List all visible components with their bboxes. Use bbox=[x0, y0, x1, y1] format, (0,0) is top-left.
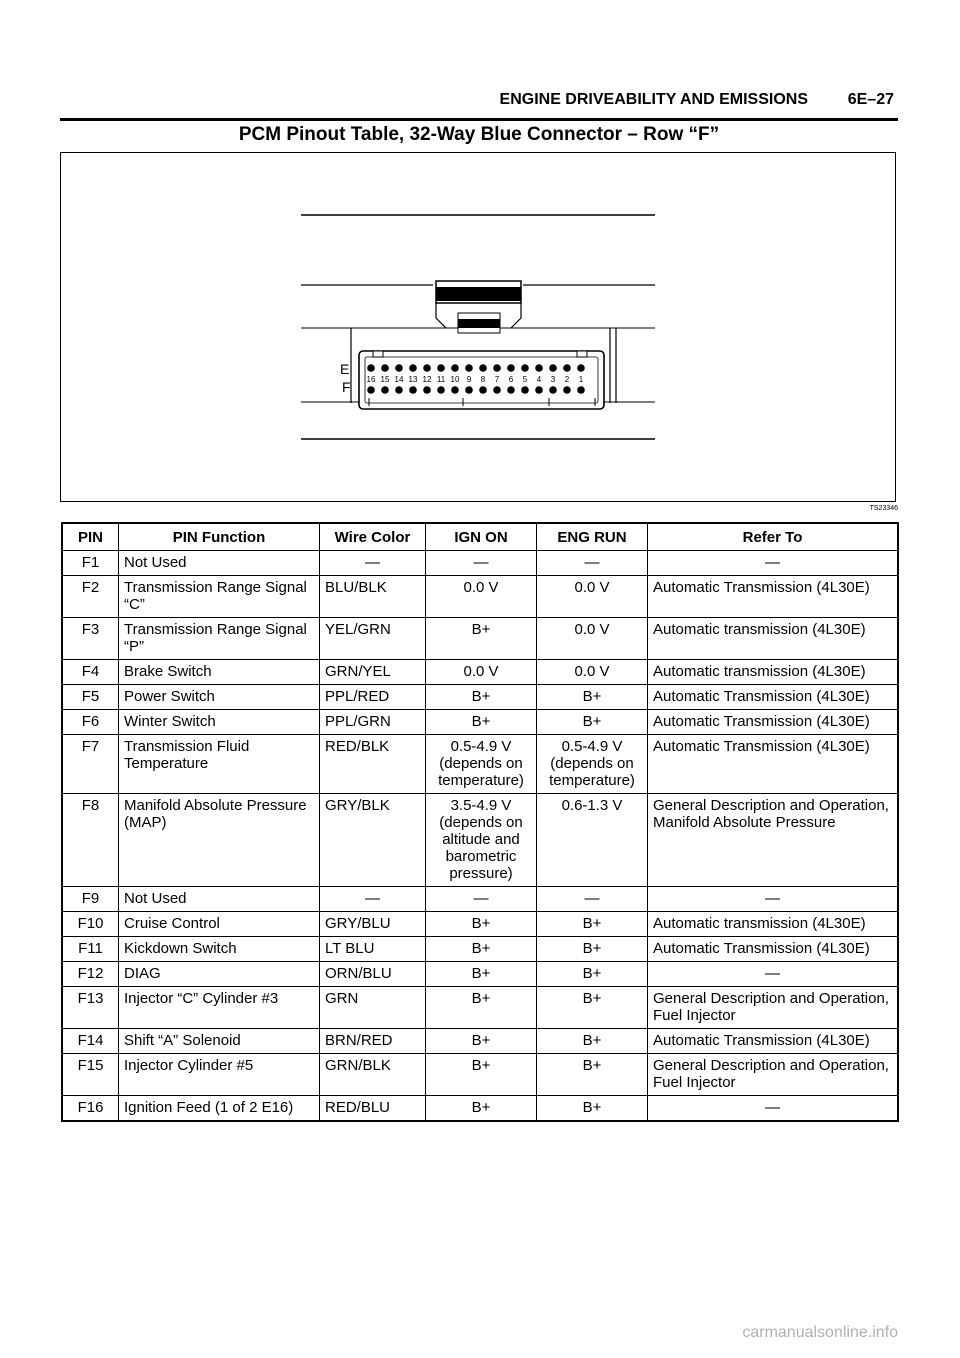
cell-eng-run: 0.0 V bbox=[537, 576, 648, 618]
svg-text:7: 7 bbox=[494, 375, 500, 384]
cell-ign-on: 3.5-4.9 V (depends on altitude and barometric pressure) bbox=[426, 794, 537, 887]
cell-function: Injector Cylinder #5 bbox=[119, 1054, 320, 1096]
cell-ign-on: B+ bbox=[426, 618, 537, 660]
cell-wire-color: GRN/BLK bbox=[320, 1054, 426, 1096]
header-eng-run: ENG RUN bbox=[537, 523, 648, 551]
table-header-row bbox=[62, 523, 898, 551]
table-row bbox=[62, 1054, 898, 1096]
cell-pin: F2 bbox=[62, 576, 119, 618]
cell-ign-on: B+ bbox=[426, 1054, 537, 1096]
watermark: carmanualsonline.info bbox=[742, 1324, 898, 1341]
cell-eng-run: 0.0 V bbox=[537, 618, 648, 660]
cell-function: Kickdown Switch bbox=[119, 937, 320, 962]
svg-text:14: 14 bbox=[394, 375, 404, 384]
cell-wire-color: RED/BLK bbox=[320, 735, 426, 794]
row-label-f: F bbox=[342, 379, 351, 395]
cell-pin: F14 bbox=[62, 1029, 119, 1054]
cell-refer-to: Automatic Transmission (4L30E) bbox=[648, 710, 899, 735]
cell-wire-color: GRY/BLK bbox=[320, 794, 426, 887]
cell-function: Winter Switch bbox=[119, 710, 320, 735]
cell-eng-run: — bbox=[537, 887, 648, 912]
cell-pin: F1 bbox=[62, 551, 119, 576]
cell-function: Transmission Range Signal “P” bbox=[119, 618, 320, 660]
cell-eng-run: — bbox=[537, 551, 648, 576]
header-ign-on: IGN ON bbox=[426, 523, 537, 551]
cell-pin: F5 bbox=[62, 685, 119, 710]
cell-eng-run: 0.6-1.3 V bbox=[537, 794, 648, 887]
cell-function: Cruise Control bbox=[119, 912, 320, 937]
cell-wire-color: RED/BLU bbox=[320, 1096, 426, 1122]
section-title: ENGINE DRIVEABILITY AND EMISSIONS bbox=[499, 91, 808, 108]
cell-ign-on: B+ bbox=[426, 1096, 537, 1122]
svg-text:6: 6 bbox=[508, 375, 514, 384]
svg-text:2: 2 bbox=[564, 375, 570, 384]
cell-wire-color: PPL/RED bbox=[320, 685, 426, 710]
connector-illustration bbox=[61, 153, 897, 503]
cell-eng-run: B+ bbox=[537, 962, 648, 987]
cell-ign-on: B+ bbox=[426, 962, 537, 987]
cell-ign-on: 0.5-4.9 V (depends on temperature) bbox=[426, 735, 537, 794]
cell-refer-to: Automatic Transmission (4L30E) bbox=[648, 1029, 899, 1054]
cell-eng-run: B+ bbox=[537, 987, 648, 1029]
figure-id: TS23346 bbox=[869, 505, 898, 512]
cell-function: Ignition Feed (1 of 2 E16) bbox=[119, 1096, 320, 1122]
cell-function: Not Used bbox=[119, 551, 320, 576]
cell-ign-on: B+ bbox=[426, 1029, 537, 1054]
svg-text:11: 11 bbox=[436, 375, 446, 384]
header-refer-to: Refer To bbox=[648, 523, 899, 551]
cell-refer-to: Automatic transmission (4L30E) bbox=[648, 912, 899, 937]
svg-text:3: 3 bbox=[550, 375, 556, 384]
cell-refer-to: Automatic Transmission (4L30E) bbox=[648, 576, 899, 618]
table-row bbox=[62, 1029, 898, 1054]
table-row bbox=[62, 937, 898, 962]
cell-wire-color: GRY/BLU bbox=[320, 912, 426, 937]
cell-wire-color: — bbox=[320, 887, 426, 912]
table-row bbox=[62, 962, 898, 987]
cell-eng-run: 0.5-4.9 V (depends on temperature) bbox=[537, 735, 648, 794]
cell-eng-run: B+ bbox=[537, 1054, 648, 1096]
cell-ign-on: B+ bbox=[426, 710, 537, 735]
cell-ign-on: — bbox=[426, 551, 537, 576]
cell-refer-to: Automatic Transmission (4L30E) bbox=[648, 937, 899, 962]
cell-function: Transmission Range Signal “C” bbox=[119, 576, 320, 618]
cell-ign-on: 0.0 V bbox=[426, 576, 537, 618]
cell-wire-color: YEL/GRN bbox=[320, 618, 426, 660]
row-label-e: E bbox=[340, 361, 350, 377]
cell-pin: F7 bbox=[62, 735, 119, 794]
cell-wire-color: ORN/BLU bbox=[320, 962, 426, 987]
cell-refer-to: Automatic transmission (4L30E) bbox=[648, 618, 899, 660]
cell-refer-to: Automatic transmission (4L30E) bbox=[648, 660, 899, 685]
cell-pin: F3 bbox=[62, 618, 119, 660]
svg-text:13: 13 bbox=[408, 375, 418, 384]
svg-text:10: 10 bbox=[450, 375, 460, 384]
cell-pin: F13 bbox=[62, 987, 119, 1029]
cell-refer-to: Automatic Transmission (4L30E) bbox=[648, 685, 899, 710]
cell-wire-color: GRN/YEL bbox=[320, 660, 426, 685]
table-row bbox=[62, 887, 898, 912]
cell-eng-run: B+ bbox=[537, 685, 648, 710]
cell-ign-on: 0.0 V bbox=[426, 660, 537, 685]
cell-eng-run: B+ bbox=[537, 912, 648, 937]
connector-figure bbox=[60, 152, 896, 502]
cell-ign-on: — bbox=[426, 887, 537, 912]
cell-eng-run: B+ bbox=[537, 937, 648, 962]
cell-eng-run: B+ bbox=[537, 710, 648, 735]
cell-function: Brake Switch bbox=[119, 660, 320, 685]
table-row bbox=[62, 1096, 898, 1122]
pinout-table bbox=[61, 522, 899, 1122]
table-row bbox=[62, 685, 898, 710]
cell-eng-run: B+ bbox=[537, 1029, 648, 1054]
svg-text:16: 16 bbox=[366, 375, 376, 384]
header-pin-function: PIN Function bbox=[119, 523, 320, 551]
cell-refer-to: — bbox=[648, 551, 899, 576]
table-row bbox=[62, 710, 898, 735]
cell-pin: F10 bbox=[62, 912, 119, 937]
cell-pin: F16 bbox=[62, 1096, 119, 1122]
cell-pin: F4 bbox=[62, 660, 119, 685]
table-row bbox=[62, 912, 898, 937]
page-header bbox=[60, 88, 898, 121]
cell-eng-run: 0.0 V bbox=[537, 660, 648, 685]
svg-text:4: 4 bbox=[536, 375, 542, 384]
cell-refer-to: General Description and Operation, Fuel Injector bbox=[648, 987, 899, 1029]
svg-text:9: 9 bbox=[466, 375, 472, 384]
cell-pin: F8 bbox=[62, 794, 119, 887]
cell-pin: F15 bbox=[62, 1054, 119, 1096]
cell-refer-to: — bbox=[648, 887, 899, 912]
cell-function: Power Switch bbox=[119, 685, 320, 710]
cell-refer-to: General Description and Operation, Manifold Absolute Pressure bbox=[648, 794, 899, 887]
svg-text:5: 5 bbox=[522, 375, 528, 384]
table-row bbox=[62, 618, 898, 660]
cell-eng-run: B+ bbox=[537, 1096, 648, 1122]
cell-function: Manifold Absolute Pressure (MAP) bbox=[119, 794, 320, 887]
table-row bbox=[62, 794, 898, 887]
table-row bbox=[62, 735, 898, 794]
cell-refer-to: General Description and Operation, Fuel Injector bbox=[648, 1054, 899, 1096]
cell-refer-to: — bbox=[648, 1096, 899, 1122]
svg-text:15: 15 bbox=[380, 375, 390, 384]
cell-ign-on: B+ bbox=[426, 937, 537, 962]
cell-pin: F12 bbox=[62, 962, 119, 987]
cell-pin: F11 bbox=[62, 937, 119, 962]
cell-refer-to: — bbox=[648, 962, 899, 987]
table-row bbox=[62, 660, 898, 685]
svg-text:12: 12 bbox=[422, 375, 432, 384]
cell-wire-color: BLU/BLK bbox=[320, 576, 426, 618]
cell-refer-to: Automatic Transmission (4L30E) bbox=[648, 735, 899, 794]
svg-text:1: 1 bbox=[578, 375, 584, 384]
svg-text:8: 8 bbox=[480, 375, 486, 384]
cell-wire-color: LT BLU bbox=[320, 937, 426, 962]
cell-pin: F9 bbox=[62, 887, 119, 912]
header-pin: PIN bbox=[62, 523, 119, 551]
cell-function: Transmission Fluid Temperature bbox=[119, 735, 320, 794]
cell-ign-on: B+ bbox=[426, 912, 537, 937]
cell-wire-color: PPL/GRN bbox=[320, 710, 426, 735]
cell-function: Injector “C” Cylinder #3 bbox=[119, 987, 320, 1029]
table-row bbox=[62, 576, 898, 618]
cell-wire-color: BRN/RED bbox=[320, 1029, 426, 1054]
table-row bbox=[62, 551, 898, 576]
cell-ign-on: B+ bbox=[426, 685, 537, 710]
table-row bbox=[62, 987, 898, 1029]
header-wire-color: Wire Color bbox=[320, 523, 426, 551]
cell-wire-color: GRN bbox=[320, 987, 426, 1029]
cell-ign-on: B+ bbox=[426, 987, 537, 1029]
cell-function: DIAG bbox=[119, 962, 320, 987]
cell-pin: F6 bbox=[62, 710, 119, 735]
cell-wire-color: — bbox=[320, 551, 426, 576]
cell-function: Not Used bbox=[119, 887, 320, 912]
page-number: 6E–27 bbox=[847, 91, 894, 108]
page-title: PCM Pinout Table, 32-Way Blue Connector – Row “F” bbox=[238, 124, 720, 145]
cell-function: Shift “A” Solenoid bbox=[119, 1029, 320, 1054]
